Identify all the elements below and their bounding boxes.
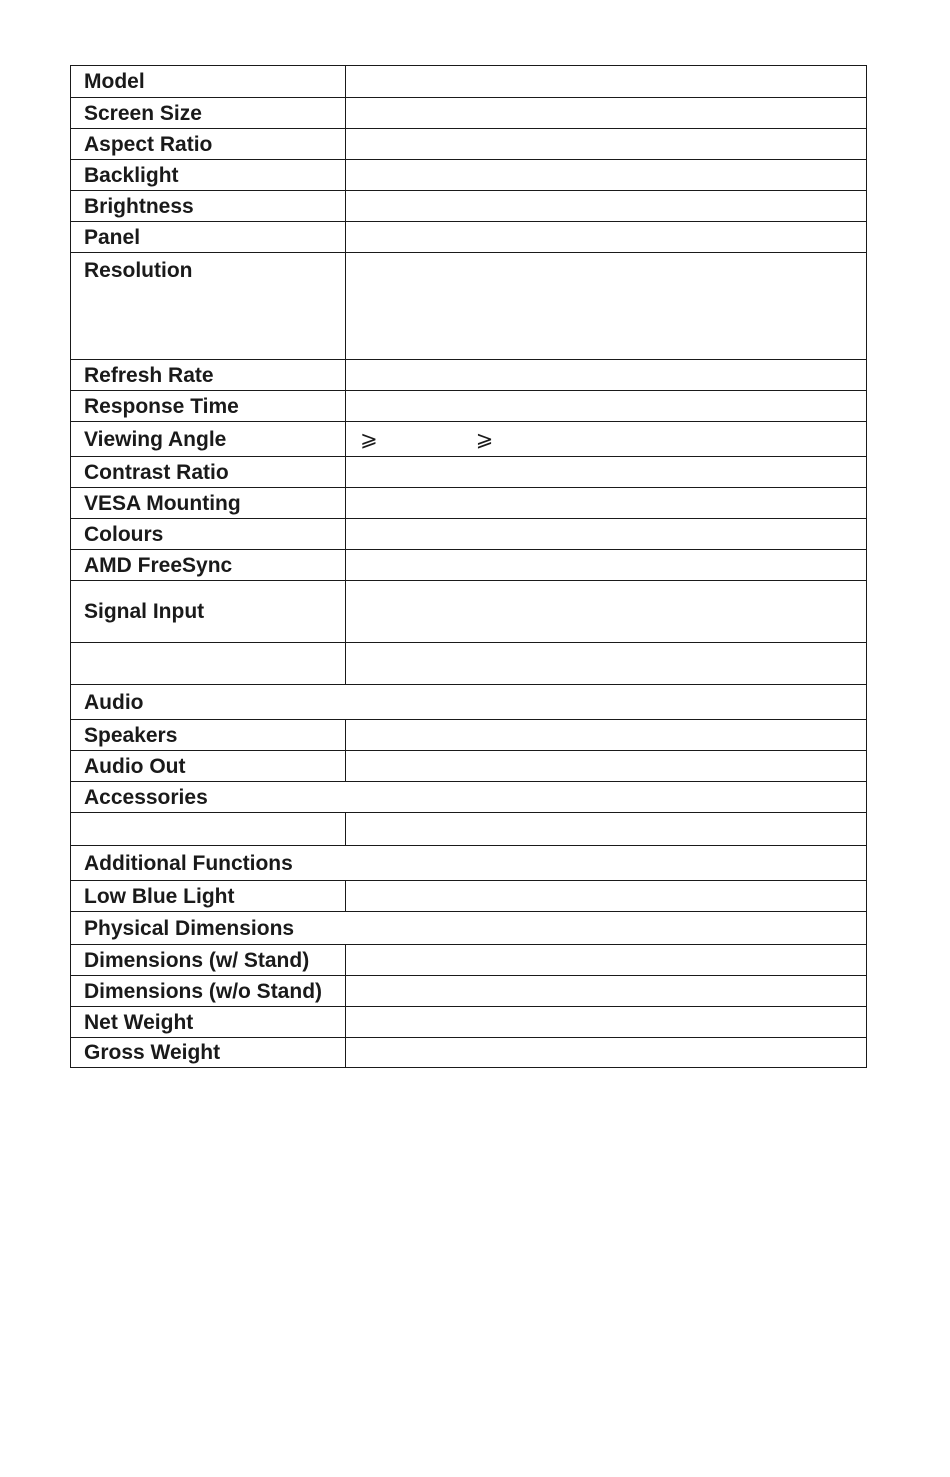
row-viewing-angle — [71, 422, 867, 457]
value-vesa-mounting — [346, 488, 867, 519]
label-audio-out: Audio Out — [71, 751, 346, 782]
value-signal-input-extra — [346, 643, 867, 685]
label-panel: Panel — [71, 222, 346, 253]
label-amd-freesync: AMD FreeSync — [71, 550, 346, 581]
label-resolution: Resolution — [71, 253, 346, 360]
section-additional-functions — [71, 846, 867, 881]
label-dimensions-with-stand: Dimensions (w/ Stand) — [71, 945, 346, 976]
row-refresh-rate — [71, 360, 867, 391]
row-net-weight — [71, 1007, 867, 1038]
label-signal-input-extra — [71, 643, 346, 685]
label-colours: Colours — [71, 519, 346, 550]
value-signal-input — [346, 581, 867, 643]
label-low-blue-light: Low Blue Light — [71, 881, 346, 912]
row-dimensions-without-stand — [71, 976, 867, 1007]
section-heading-accessories: Accessories — [71, 782, 867, 813]
value-contrast-ratio — [346, 457, 867, 488]
row-backlight — [71, 160, 867, 191]
row-low-blue-light — [71, 881, 867, 912]
greater-equal-symbol-horizontal: ⩾ — [360, 427, 378, 451]
value-speakers — [346, 720, 867, 751]
section-heading-physical-dimensions: Physical Dimensions — [71, 912, 867, 945]
value-viewing-angle — [346, 422, 867, 457]
value-aspect-ratio — [346, 129, 867, 160]
row-aspect-ratio — [71, 129, 867, 160]
row-panel — [71, 222, 867, 253]
label-net-weight: Net Weight — [71, 1007, 346, 1038]
row-audio-out — [71, 751, 867, 782]
row-screen-size — [71, 98, 867, 129]
value-low-blue-light — [346, 881, 867, 912]
row-signal-input — [71, 581, 867, 643]
row-colours — [71, 519, 867, 550]
value-dimensions-without-stand — [346, 976, 867, 1007]
label-viewing-angle: Viewing Angle — [71, 422, 346, 457]
label-model: Model — [71, 66, 346, 98]
row-dimensions-with-stand — [71, 945, 867, 976]
section-heading-audio: Audio — [71, 685, 867, 720]
section-audio — [71, 685, 867, 720]
spec-table — [70, 65, 867, 1068]
label-signal-input: Signal Input — [71, 581, 346, 643]
row-amd-freesync — [71, 550, 867, 581]
value-accessories-item — [346, 813, 867, 846]
row-contrast-ratio — [71, 457, 867, 488]
greater-equal-symbol-vertical: ⩾ — [475, 427, 494, 451]
row-signal-input-extra — [71, 643, 867, 685]
row-resolution — [71, 253, 867, 360]
value-backlight — [346, 160, 867, 191]
row-vesa-mounting — [71, 488, 867, 519]
value-net-weight — [346, 1007, 867, 1038]
value-screen-size — [346, 98, 867, 129]
value-gross-weight — [346, 1038, 867, 1068]
value-dimensions-with-stand — [346, 945, 867, 976]
value-model — [346, 66, 867, 98]
label-refresh-rate: Refresh Rate — [71, 360, 346, 391]
value-refresh-rate — [346, 360, 867, 391]
row-gross-weight — [71, 1038, 867, 1068]
label-backlight: Backlight — [71, 160, 346, 191]
label-accessories-item — [71, 813, 346, 846]
row-model — [71, 66, 867, 98]
label-speakers: Speakers — [71, 720, 346, 751]
value-resolution — [346, 253, 867, 360]
row-brightness — [71, 191, 867, 222]
value-brightness — [346, 191, 867, 222]
label-screen-size: Screen Size — [71, 98, 346, 129]
value-audio-out — [346, 751, 867, 782]
row-accessories-item — [71, 813, 867, 846]
label-gross-weight: Gross Weight — [71, 1038, 346, 1068]
label-brightness: Brightness — [71, 191, 346, 222]
section-accessories — [71, 782, 867, 813]
section-physical-dimensions — [71, 912, 867, 945]
row-speakers — [71, 720, 867, 751]
label-response-time: Response Time — [71, 391, 346, 422]
label-contrast-ratio: Contrast Ratio — [71, 457, 346, 488]
label-vesa-mounting: VESA Mounting — [71, 488, 346, 519]
label-aspect-ratio: Aspect Ratio — [71, 129, 346, 160]
section-heading-additional-functions: Additional Functions — [71, 846, 867, 881]
value-panel — [346, 222, 867, 253]
label-dimensions-without-stand: Dimensions (w/o Stand) — [71, 976, 346, 1007]
value-colours — [346, 519, 867, 550]
row-response-time — [71, 391, 867, 422]
value-response-time — [346, 391, 867, 422]
value-amd-freesync — [346, 550, 867, 581]
